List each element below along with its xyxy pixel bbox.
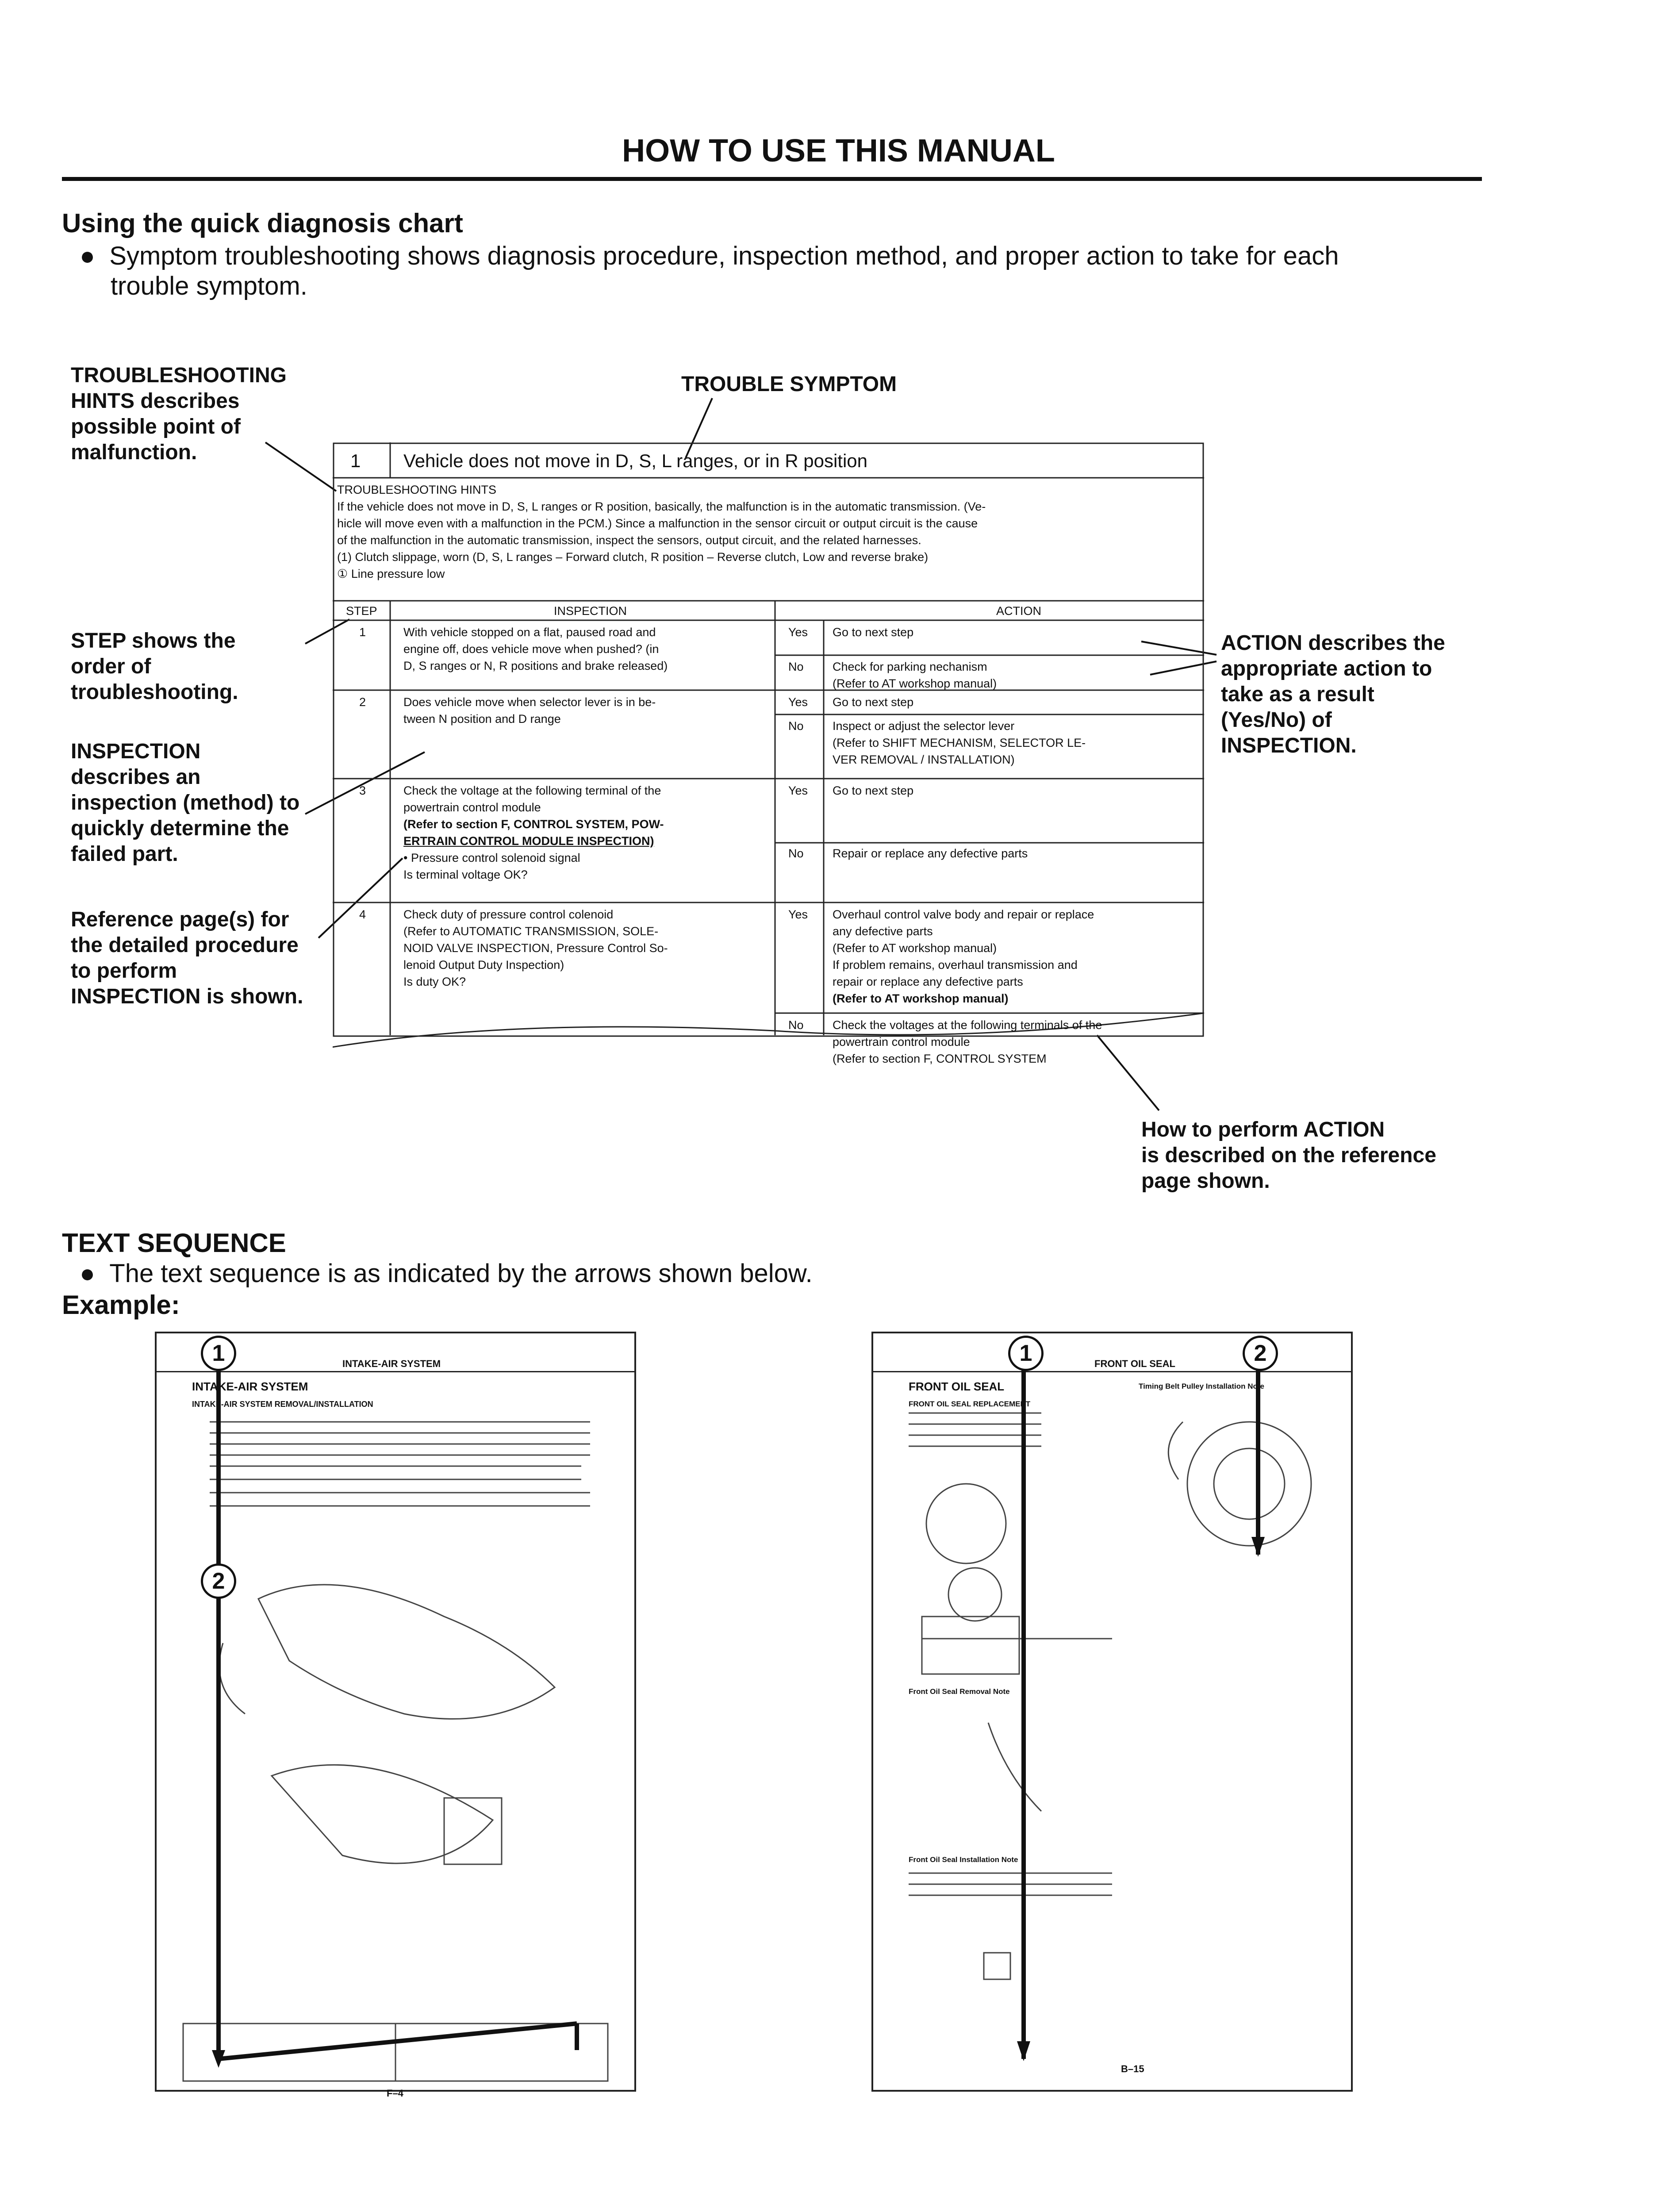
page-title: HOW TO USE THIS MANUAL xyxy=(622,133,1055,169)
sequence-marker-2: 2 xyxy=(1243,1336,1278,1371)
step-number: 1 xyxy=(359,626,366,639)
example-right-drawing xyxy=(873,1333,1351,2090)
section-bullet-text: ● Symptom troubleshooting shows diagnosis procedure, inspection method, and proper action to take for each xyxy=(80,242,1339,270)
no-label: No xyxy=(788,660,804,673)
symptom-text: Vehicle does not move in D, S, L ranges, or in R position xyxy=(403,450,868,471)
callout-reference-pages: Reference page(s) for the detailed procedure to perform INSPECTION is shown. xyxy=(71,908,303,1008)
callout-step: STEP shows the order of troubleshooting. xyxy=(71,629,238,704)
yes-label: Yes xyxy=(788,695,808,709)
no-action: Repair or replace any defective parts xyxy=(833,847,1028,860)
leader-hints xyxy=(265,442,336,491)
step-number: 3 xyxy=(359,784,366,797)
callout-action: ACTION describes the appropriate action to take as a result (Yes/No) of INSPECTION. xyxy=(1221,631,1445,757)
hints-line: If the vehicle does not move in D, S, L ranges or R position, basically, the malfunction is in the automatic transmission. (Ve- xyxy=(337,500,986,513)
yes-label: Yes xyxy=(788,626,808,639)
bullet-dot-icon: ● xyxy=(80,1259,110,1288)
no-action: Inspect or adjust the selector lever (Refer to SHIFT MECHANISM, SELECTOR LE- VER REMOVAL / INSTALLATION) xyxy=(833,719,1086,766)
example-right-subtitle: FRONT OIL SEAL REPLACEMENT xyxy=(909,1400,1031,1408)
example-left-header: INTAKE-AIR SYSTEM xyxy=(342,1358,441,1369)
no-action: Check the voltages at the following terminals of the powertrain control module (Refer to section F, CONTROL SYSTEM xyxy=(833,1018,1102,1065)
yes-label: Yes xyxy=(788,908,808,921)
example-left-drawing xyxy=(157,1333,634,2090)
example-right-installation-note: Front Oil Seal Installation Note xyxy=(909,1855,1018,1864)
example-right-footer: B–15 xyxy=(1121,2063,1144,2074)
header-action: ACTION xyxy=(996,604,1042,618)
step-inspection: Check the voltage at the following terminal of the powertrain control module (Refer to section F, CONTROL SYSTEM, POW- ERTRAIN CONTROL MODULE INSPECTION) • Pressure control solenoid signal Is terminal voltage OK? xyxy=(403,784,664,881)
section-bullet-text-cont: trouble symptom. xyxy=(111,272,307,300)
yes-action: Go to next step xyxy=(833,695,914,709)
yes-label: Yes xyxy=(788,784,808,797)
example-left-title: INTAKE-AIR SYSTEM xyxy=(192,1380,308,1393)
step-inspection: Check duty of pressure control colenoid (Refer to AUTOMATIC TRANSMISSION, SOLE- NOID VALVE INSPECTION, Pressure Control So- lenoid Output Duty Inspection) Is duty OK? xyxy=(403,908,668,988)
no-label: No xyxy=(788,1018,804,1032)
hints-line: of the malfunction in the automatic transmission, inspect the sensors, output circuit, and the related harnesses. xyxy=(337,534,921,547)
header-step: STEP xyxy=(346,604,377,618)
hints-title: TROUBLESHOOTING HINTS xyxy=(337,483,497,496)
yes-action: Go to next step xyxy=(833,784,914,797)
hints-block xyxy=(337,481,1195,582)
bullet-dot-icon: ● xyxy=(80,242,110,270)
hints-line: (1) Clutch slippage, worn (D, S, L ranges – Forward clutch, R position – Reverse clutch, Low and reverse brake) xyxy=(337,550,929,564)
example-right-title: FRONT OIL SEAL xyxy=(909,1380,1005,1393)
header-inspection: INSPECTION xyxy=(554,604,627,618)
yes-action: Go to next step xyxy=(833,626,914,639)
example-page-front-oil-seal xyxy=(871,1332,1353,2092)
example-right-header: FRONT OIL SEAL xyxy=(1094,1358,1175,1369)
step-number: 2 xyxy=(359,695,366,709)
example-page-intake-air xyxy=(155,1332,636,2099)
section-heading-text-sequence: TEXT SEQUENCE xyxy=(62,1228,286,1258)
step-number: 4 xyxy=(359,908,366,921)
no-label: No xyxy=(788,719,804,733)
no-label: No xyxy=(788,847,804,860)
sequence-marker-2: 2 xyxy=(201,1563,236,1599)
example-right-removal-note: Front Oil Seal Removal Note xyxy=(909,1687,1010,1696)
sequence-marker-1: 1 xyxy=(1008,1336,1044,1371)
yes-action: Overhaul control valve body and repair or replace any defective parts (Refer to AT workshop manual) If problem remains, overhaul transmission and repair or replace any defective parts (Refer to AT workshop manual) xyxy=(833,908,1094,1005)
example-left-subtitle: INTAKE-AIR SYSTEM REMOVAL/INSTALLATION xyxy=(192,1400,373,1409)
example-label: Example: xyxy=(62,1290,180,1320)
diagnosis-table xyxy=(333,442,1204,1079)
step-inspection: Does vehicle move when selector lever is in be- tween N position and D range xyxy=(403,695,656,726)
callout-troubleshooting-hints: TROUBLESHOOTING HINTS describes possible point of malfunction. xyxy=(71,364,287,464)
section-heading-quick-diagnosis: Using the quick diagnosis chart xyxy=(62,208,463,238)
callout-how-to-perform: How to perform ACTION is described on the reference page shown. xyxy=(1141,1118,1436,1193)
example-right-pulley-note: Timing Belt Pulley Installation Note xyxy=(1139,1382,1265,1390)
step-inspection: With vehicle stopped on a flat, paused road and engine off, does vehicle move when pushed? (in D, S ranges or N, R positions and brake released) xyxy=(403,626,668,672)
sequence-marker-1: 1 xyxy=(201,1336,236,1371)
sequence-bullet-text: ● The text sequence is as indicated by the arrows shown below. xyxy=(80,1259,813,1288)
example-left-footer: F–4 xyxy=(387,2088,403,2099)
hints-line: hicle will move even with a malfunction in the PCM.) Since a malfunction in the sensor circuit or output circuit is the cause xyxy=(337,517,978,530)
symptom-number: 1 xyxy=(350,450,361,471)
callout-inspection: INSPECTION describes an inspection (method) to quickly determine the failed part. xyxy=(71,740,300,866)
no-action: Check for parking nechanism (Refer to AT workshop manual) xyxy=(833,660,997,690)
hints-line: ① Line pressure low xyxy=(337,567,445,580)
callout-trouble-symptom: TROUBLE SYMPTOM xyxy=(681,373,897,396)
